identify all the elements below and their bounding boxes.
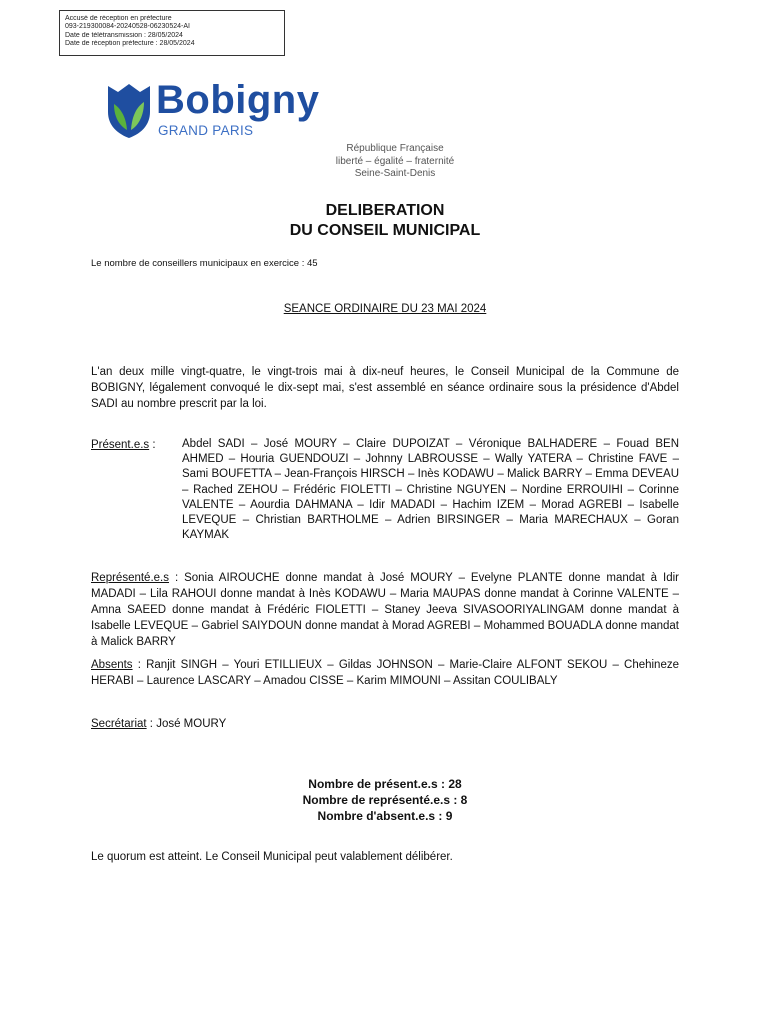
quorum-statement: Le quorum est atteint. Le Conseil Municipal peut valablement délibérer. bbox=[91, 851, 453, 863]
absent-count: Nombre d'absent.e.s : 9 bbox=[317, 809, 453, 823]
stamp-line: Date de réception préfecture : 28/05/2024 bbox=[65, 40, 195, 48]
secretariat-text: : José MOURY bbox=[146, 718, 227, 730]
secretariat-paragraph bbox=[91, 716, 679, 732]
absent-paragraph bbox=[91, 657, 679, 689]
session-heading: SEANCE ORDINAIRE DU 23 MAI 2024 bbox=[283, 303, 487, 315]
title-line-1: DELIBERATION bbox=[325, 202, 445, 219]
councillors-count: Le nombre de conseillers municipaux en exercice : 45 bbox=[91, 258, 318, 269]
stamp-line: Date de télétransmission : 28/05/2024 bbox=[65, 31, 183, 39]
represented-count: Nombre de représenté.e.s : 8 bbox=[302, 793, 468, 807]
republic-line: République Française bbox=[346, 143, 444, 154]
present-count: Nombre de présent.e.s : 28 bbox=[308, 777, 462, 791]
represented-text: : Sonia AIROUCHE donne mandat à José MOURY – Evelyne PLANTE donne mandat à Idir MADADI – Lila RAHOUI donne mandat à Inès KODAWU – Maria MAUPAS donne mandat à Corinne VALENTE – Amna SAEED donne mandat à Frédéric FIOLETTI – Staney Jeeva SIVASOORIYALINGAM donne mandat à Isabelle LEVEQUE – Gabriel SAIYDOUN donne mandat à Morad AGREBI – Mohammed BOUADLA donne mandat à Malick BARRY bbox=[91, 572, 679, 648]
logo-subtitle: GRAND PARIS bbox=[158, 123, 254, 138]
title-line-2: DU CONSEIL MUNICIPAL bbox=[289, 222, 481, 239]
prefecture-receipt-stamp bbox=[59, 10, 285, 56]
attendance-counts bbox=[200, 776, 570, 824]
present-label bbox=[91, 437, 156, 453]
present-list: Abdel SADI – José MOURY – Claire DUPOIZAT – Véronique BALHADERE – Fouad BEN AHMED – Houria GUENDOUZI – Johnny LABROUSSE – Wally YATERA – Christine FAVE – Sami BOUFETTA – Jean-François HIRSCH – Inès KODAWU – Malick BARRY – Emma DEVEAU – Rached ZEHOU – Frédéric FIOLETTI – Christine NGUYEN – Nordine ERROUIHI – Corinne VALENTE – Aourdia DAHMANA – Idir MADADI – Hachim IZEM – Morad AGREBI – Isabelle LEVEQUE – Christian BARTHOLME – Adrien BIRSINGER – Maria MARECHAUX – Goran KAYMAK bbox=[182, 438, 679, 542]
secretariat-label: Secrétariat bbox=[91, 718, 147, 730]
absent-text: : Ranjit SINGH – Youri ETILLIEUX – Gildas JOHNSON – Marie-Claire ALFONT SEKOU – Chehineze HERABI – Laurence LASCARY – Amadou CISSE – Karim MIMOUNI – Assitan COULIBALY bbox=[91, 659, 679, 687]
document-title bbox=[200, 201, 570, 241]
bobigny-logo bbox=[106, 78, 356, 142]
absent-label: Absents bbox=[91, 659, 133, 671]
stamp-line: 093-219300084-20240528-06230524-AI bbox=[65, 23, 190, 31]
represented-label: Représenté.e.s bbox=[91, 572, 169, 584]
department-line: Seine-Saint-Denis bbox=[354, 168, 436, 179]
republic-header bbox=[300, 143, 490, 181]
present-label-text: Présent.e.s bbox=[91, 439, 150, 451]
logo-wordmark: Bobigny bbox=[156, 78, 320, 122]
motto-line: liberté – égalité – fraternité bbox=[335, 155, 455, 167]
bobigny-shield-icon bbox=[106, 82, 152, 140]
represented-paragraph bbox=[91, 570, 679, 650]
intro-paragraph: L'an deux mille vingt-quatre, le vingt-trois mai à dix-neuf heures, le Conseil Municipal de la Commune de BOBIGNY, légalement convoqué le dix-sept mai, s'est assemblé en séance ordinaire sous la présidence d'Abdel SADI au nombre prescrit par la loi. bbox=[91, 366, 679, 410]
stamp-line: Accusé de réception en préfecture bbox=[65, 15, 172, 22]
present-separator: : bbox=[149, 439, 156, 451]
